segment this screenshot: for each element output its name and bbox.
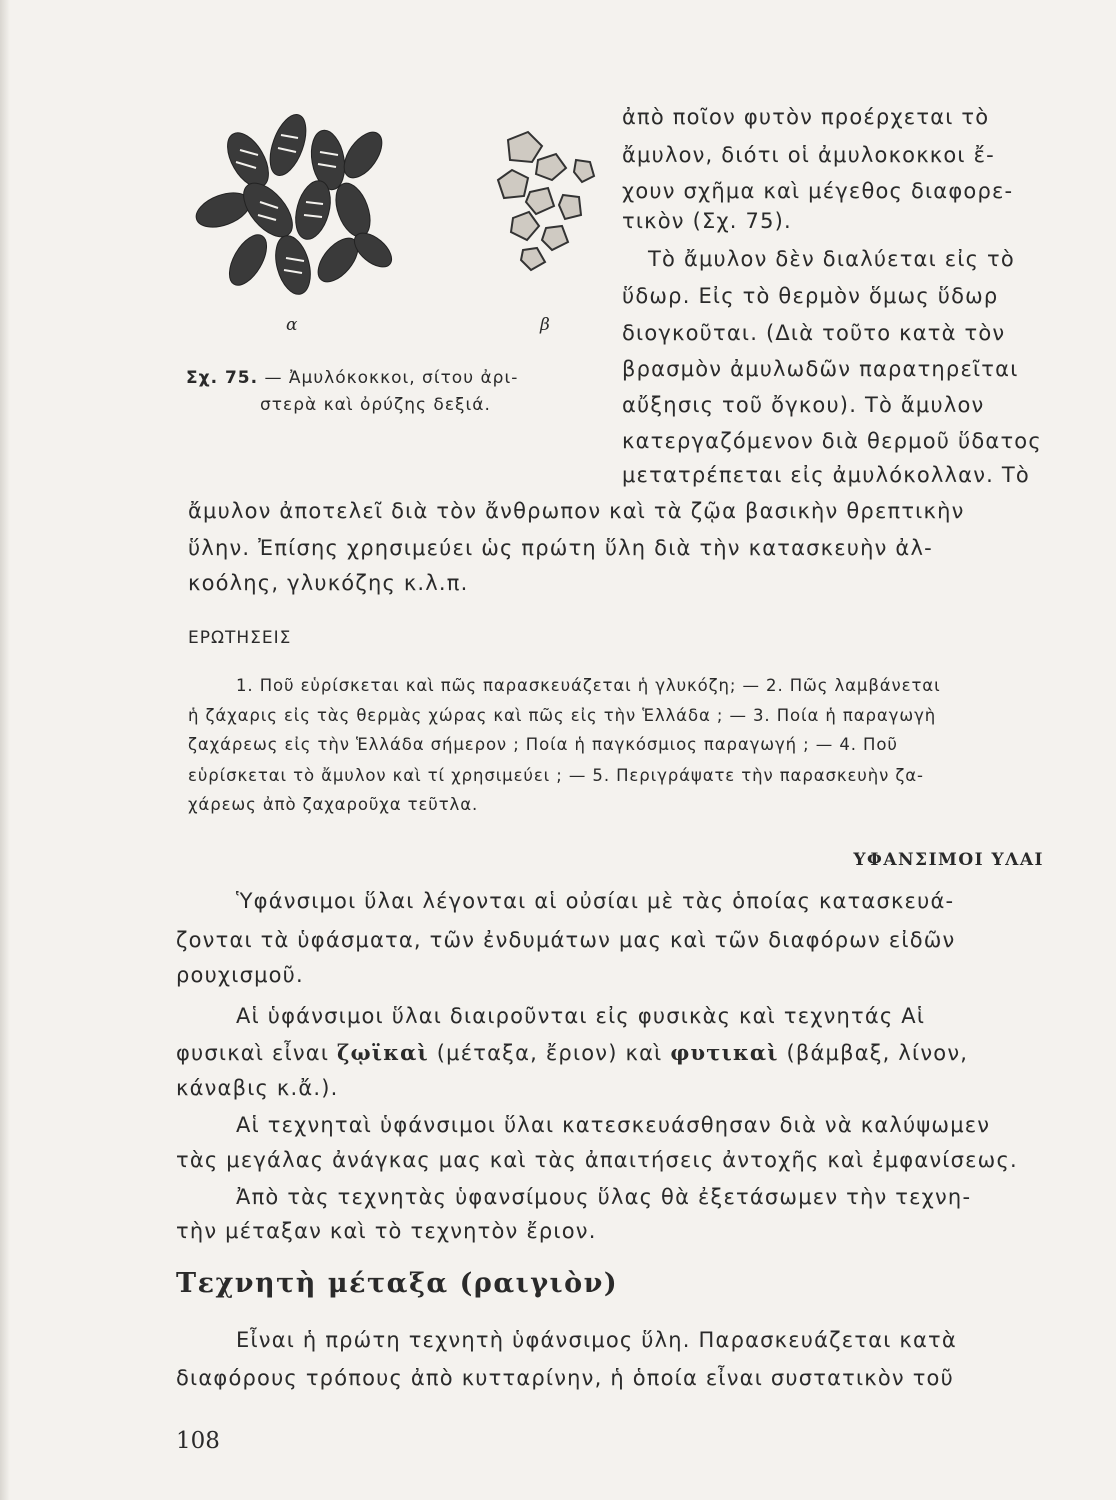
figure-label-alpha: α (286, 315, 298, 335)
caption-line-1: — Ἀμυλόκοκκοι, σίτου ἀρι- (264, 368, 519, 388)
bold-term-fytikai: φυτικαὶ (670, 1040, 779, 1065)
page-number: 108 (176, 1428, 220, 1454)
text-line: Τὸ ἄμυλον δὲν διαλύεται εἰς τὸ (648, 247, 1015, 271)
starch-granules-figure (178, 100, 608, 350)
question-line: χάρεως ἀπὸ ζαχαροῦχα τεῦτλα. (188, 795, 479, 814)
bold-term-zoikai: ζῳϊκαὶ (337, 1040, 429, 1065)
text-line: ὕλην. Ἐπίσης χρησιμεύει ὡς πρώτη ὕλη διὰ τὴν κατασκευὴν ἀλ- (188, 536, 933, 560)
text-segment: (βάμβαξ, λίνον, (778, 1041, 969, 1065)
question-line: ἡ ζάχαρις εἰς τὰς θερμὰς χώρας καὶ πῶς εἰς τὴν Ἑλλάδα ; — 3. Ποία ἡ παραγωγὴ (188, 706, 937, 725)
page-edge (0, 0, 10, 1500)
text-line: χουν σχῆμα καὶ μέγεθος διαφορε- (622, 179, 1014, 203)
questions-heading: ΕΡΩΤΗΣΕΙΣ (188, 628, 292, 648)
question-line: 1. Ποῦ εὑρίσκεται καὶ πῶς παρασκευάζεται ἡ γλυκόζη; — 2. Πῶς λαμβάνεται (236, 676, 941, 695)
text-segment: φυσικαὶ εἶναι (176, 1041, 338, 1065)
caption-line-2: στερὰ καὶ ὀρύζης δεξιά. (260, 395, 491, 415)
section-title: ΥΦΑΝΣΙΜΟΙ ΥΛΑΙ (853, 850, 1044, 870)
text-line: ἄμυλον, διότι οἱ ἀμυλοκοκκοι ἔ- (622, 143, 995, 167)
figure-number: Σχ. 75. (186, 368, 259, 388)
text-line: ρουχισμοῦ. (176, 963, 304, 987)
figure-label-beta: β (540, 315, 550, 335)
starch-granules-illustration (178, 100, 608, 350)
text-line: ζονται τὰ ὑφάσματα, τῶν ἐνδυμάτων μας καὶ τῶν διαφόρων εἰδῶν (176, 928, 956, 952)
text-line: ἀπὸ ποῖον φυτὸν προέρχεται τὸ (622, 105, 990, 129)
text-line: Αἱ ὑφάνσιμοι ὕλαι διαιροῦνται εἰς φυσικὰς καὶ τεχνητάς Αἱ (236, 1004, 926, 1028)
text-line: Εἶναι ἡ πρώτη τεχνητὴ ὑφάνσιμος ὕλη. Παρασκευάζεται κατὰ (236, 1328, 957, 1352)
text-line: Αἱ τεχνηταὶ ὑφάνσιμοι ὕλαι κατεσκευάσθησαν διὰ νὰ καλύψωμεν (236, 1113, 991, 1137)
text-line: Ὑφάνσιμοι ὕλαι λέγονται αἱ οὐσίαι μὲ τὰς ὁποίας κατασκευά- (236, 889, 955, 913)
text-line: βρασμὸν ἀμυλωδῶν παρατηρεῖται (622, 357, 1019, 381)
text-line: τικὸν (Σχ. 75). (622, 209, 792, 233)
rice-granules (498, 132, 594, 270)
text-line: διαφόρους τρόπους ἀπὸ κυτταρίνην, ἡ ὁποία εἶναι συστατικὸν τοῦ (176, 1366, 954, 1390)
question-line: εὑρίσκεται τὸ ἄμυλον καὶ τί χρησιμεύει ; — 5. Περιγράψατε τὴν παρασκευὴν ζα- (188, 766, 924, 785)
text-line (176, 1038, 968, 1068)
text-line: μετατρέπεται εἰς ἀμυλόκολλαν. Τὸ (622, 463, 1030, 487)
text-line: κάναβις κ.ἄ.). (176, 1076, 339, 1100)
question-line: ζαχάρεως εἰς τὴν Ἑλλάδα σήμερον ; Ποία ἡ παγκόσμιος παραγωγή ; — 4. Ποῦ (188, 735, 898, 754)
text-line: κοόλης, γλυκόζης κ.λ.π. (188, 571, 469, 595)
text-segment: (μέταξα, ἔριον) καὶ (428, 1041, 671, 1065)
text-line: διογκοῦται. (Διὰ τοῦτο κατὰ τὸν (622, 321, 1006, 345)
text-line: κατεργαζόμενον διὰ θερμοῦ ὕδατος (622, 429, 1042, 453)
subsection-heading: Τεχνητὴ μέταξα (ραιγιὸν) (176, 1268, 619, 1299)
text-line: τὰς μεγάλας ἀνάγκας μας καὶ τὰς ἀπαιτήσεις ἀντοχῆς καὶ ἐμφανίσεως. (176, 1148, 1018, 1172)
text-line: αὔξησις τοῦ ὄγκου). Τὸ ἄμυλον (622, 393, 985, 417)
text-line: ὕδωρ. Εἰς τὸ θερμὸν ὅμως ὕδωρ (622, 284, 999, 308)
text-line: τὴν μέταξαν καὶ τὸ τεχνητὸν ἔριον. (176, 1219, 597, 1243)
text-line: Ἀπὸ τὰς τεχνητὰς ὑφανσίμους ὕλας θὰ ἐξετάσωμεν τὴν τεχνη- (236, 1185, 972, 1209)
text-line: ἄμυλον ἀποτελεῖ διὰ τὸν ἄνθρωπον καὶ τὰ ζῷα βασικὴν θρεπτικὴν (188, 499, 965, 523)
figure-caption (186, 365, 566, 419)
